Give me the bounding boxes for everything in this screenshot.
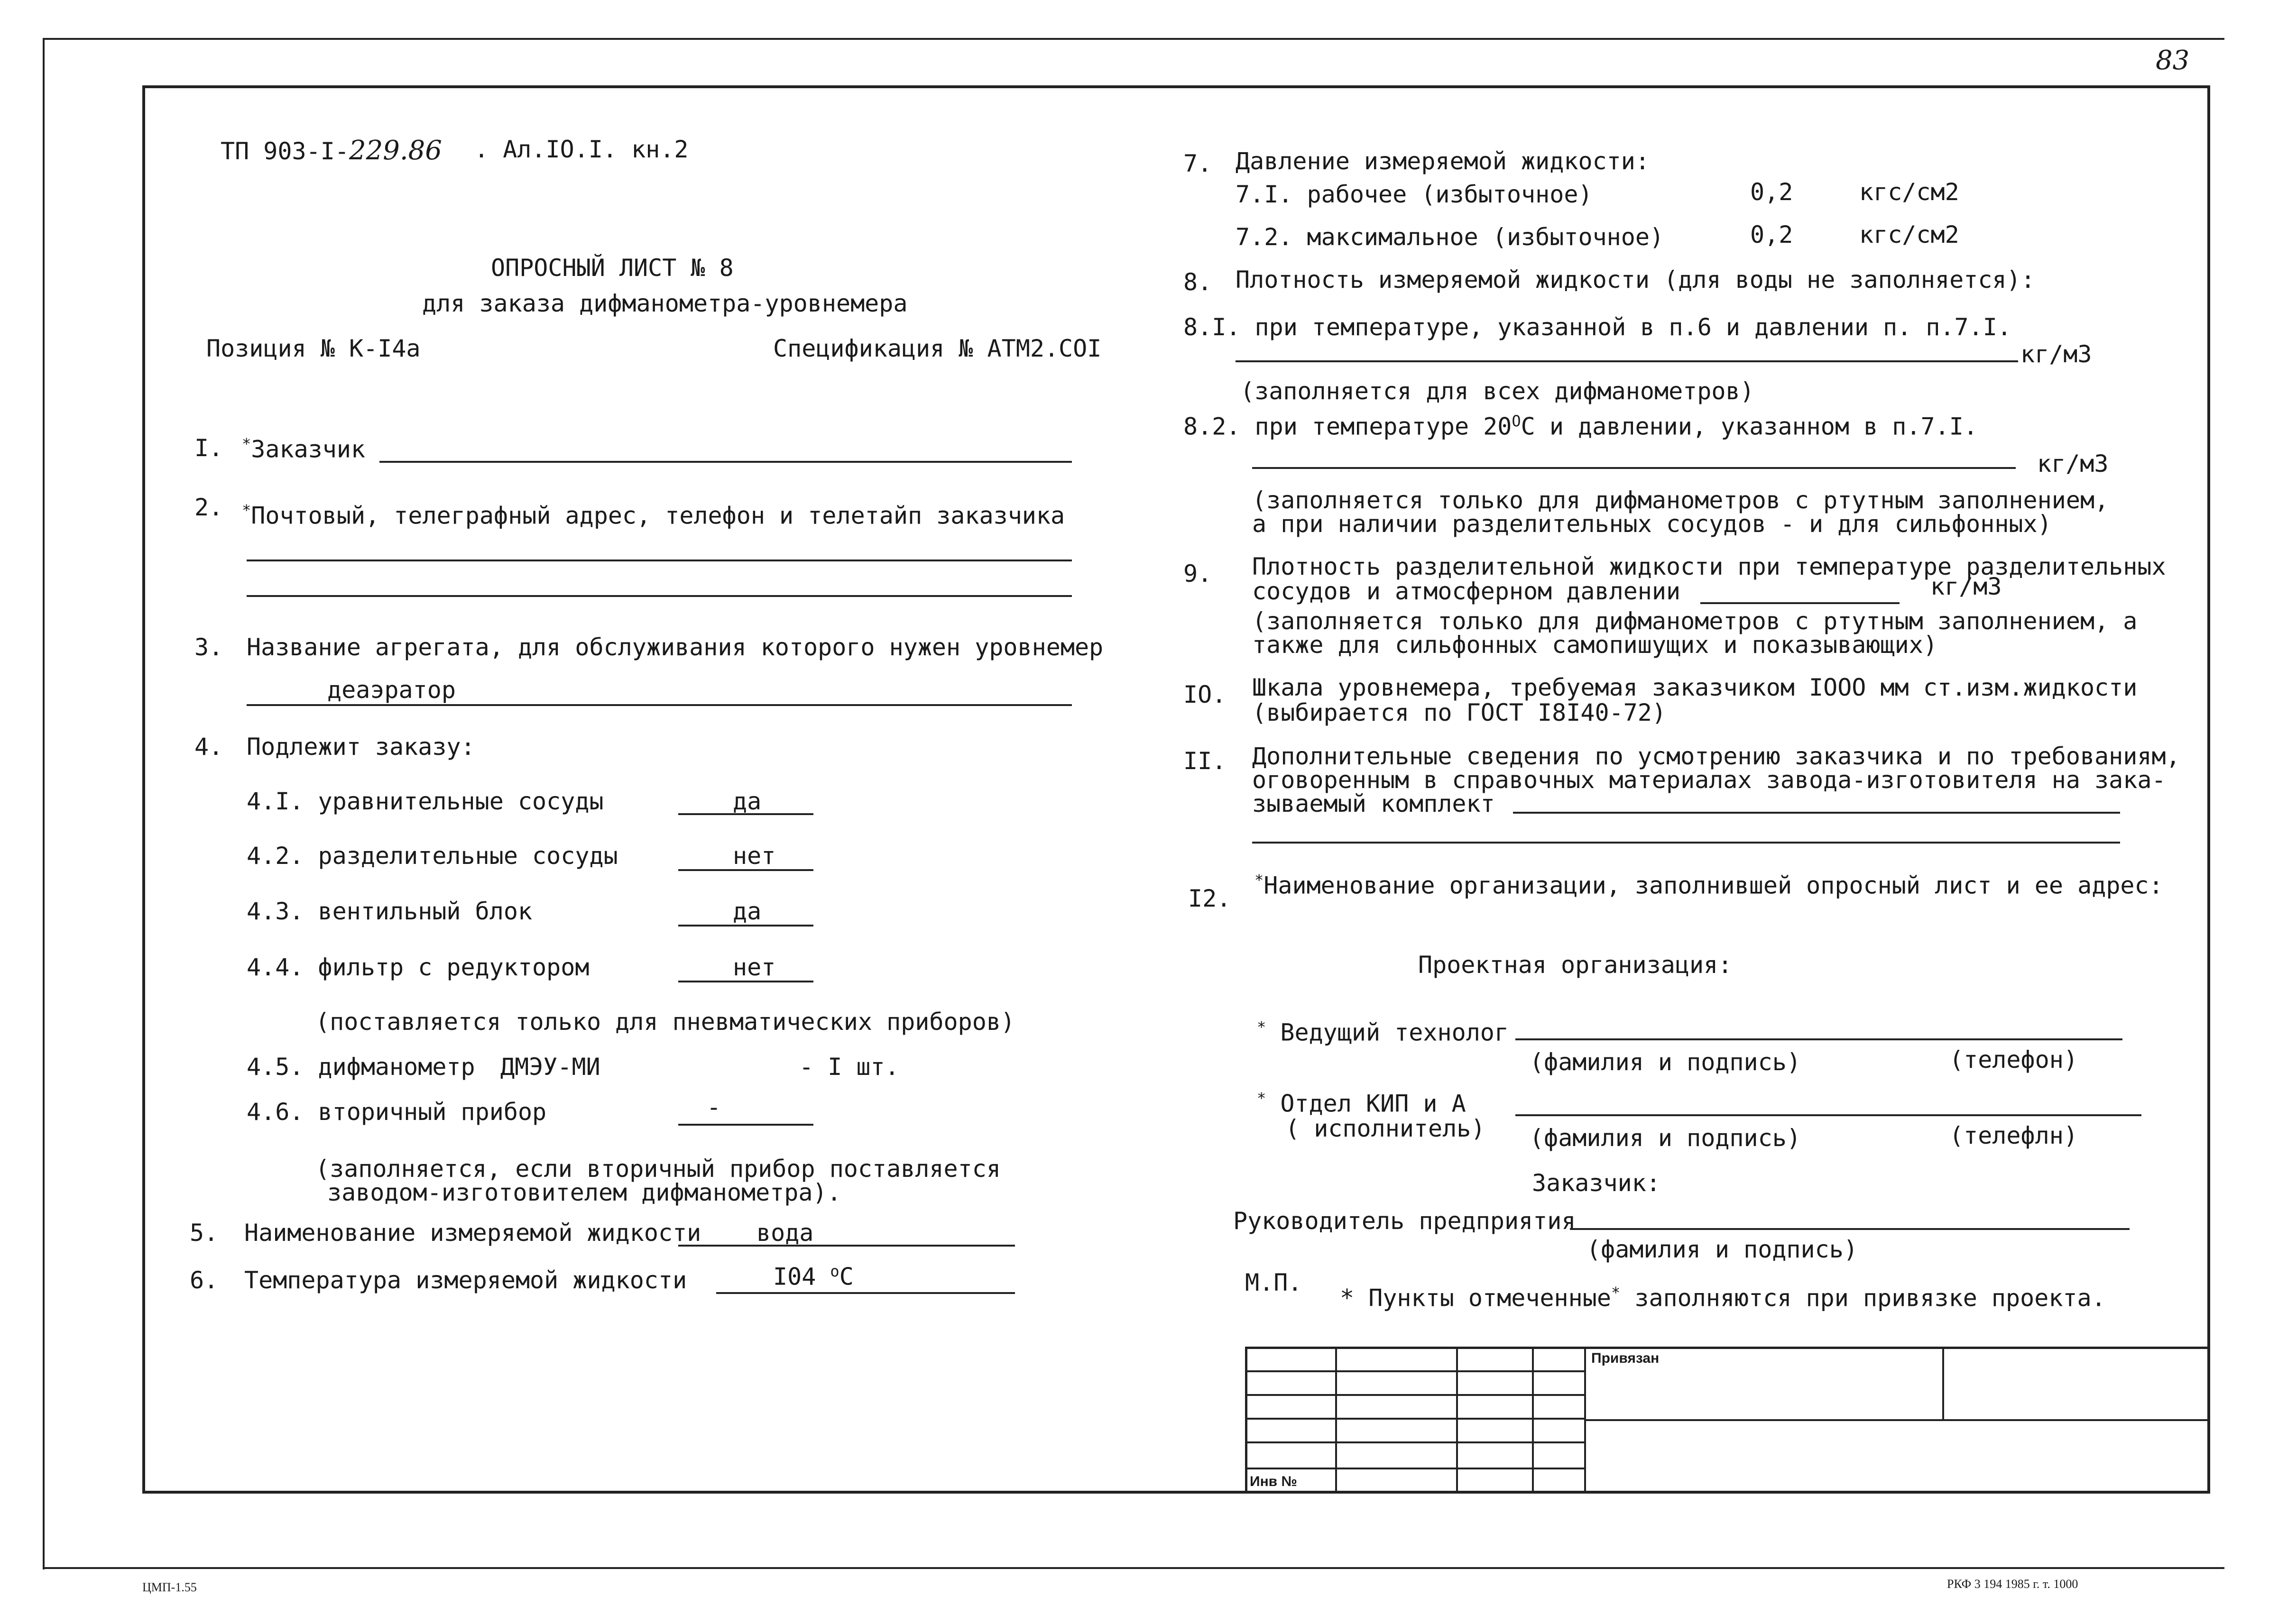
footnote — [1340, 1285, 2106, 1310]
q7-1-unit: кгс/см2 — [1859, 178, 1959, 206]
outer-frame-left — [43, 38, 45, 1569]
q5-number: 5. — [190, 1219, 219, 1247]
q11-line-3: зываемый комплект — [1252, 790, 1495, 817]
q6-number-value: I04 — [773, 1263, 816, 1291]
q10-line-1: Шкала уровнемера, требуемая заказчиком IOOO мм ст.изм.жидкости — [1252, 674, 2138, 701]
q6-value — [773, 1264, 854, 1289]
q8-2-note-1: (заполняется только для дифманометров с ртутным заполнением, — [1252, 486, 2109, 514]
stamp-row-4 — [1245, 1441, 1584, 1443]
director-label: Руководитель предприятия — [1233, 1207, 1576, 1235]
q5-line — [678, 1245, 1015, 1247]
q9-note-2: также для сильфонных самопишущих и показывающих) — [1252, 631, 1937, 659]
stamp-left — [1245, 1347, 1247, 1494]
q9-fill-line — [1700, 602, 1900, 604]
footnote-text-a: Пункты отмеченные — [1368, 1284, 1611, 1312]
footer-left: ЦМП-1.55 — [142, 1580, 197, 1594]
q8-2-line — [1252, 467, 2016, 469]
stamp-row-1 — [1245, 1370, 1584, 1372]
q11-fill-line-1 — [1513, 812, 2120, 814]
q12-label — [1254, 872, 2163, 898]
doc-suffix: . Ал.IO.I. кн.2 — [474, 136, 689, 163]
q5-value: вода — [756, 1219, 814, 1247]
lead-phone-caption: (телефон) — [1949, 1046, 2078, 1073]
degree-mark: о — [830, 1262, 839, 1280]
stamp-row-3 — [1245, 1418, 1584, 1420]
q7-1-value: 0,2 — [1750, 178, 1793, 206]
q4-4-label: 4.4. фильтр с редуктором — [247, 954, 590, 981]
kip-line — [1515, 1114, 2141, 1116]
q1-fill-line — [379, 461, 1072, 463]
footer-right: РКФ 3 194 1985 г. т. 1000 — [1947, 1577, 2078, 1591]
q2-label — [242, 503, 1065, 528]
q9-line-1: Плотность разделительной жидкости при температуре разделительных — [1252, 553, 2166, 580]
q4-1-line — [678, 813, 813, 815]
q3-number: 3. — [194, 633, 223, 661]
q3-value: деаэратор — [327, 676, 456, 704]
q7-2-unit: кгс/см2 — [1859, 221, 1959, 248]
stamp-col-1 — [1335, 1347, 1337, 1494]
stamp-place-mp: М.П. — [1245, 1269, 1302, 1296]
q5-text: Наименование измеряемой жидкости — [244, 1219, 701, 1247]
outer-frame-bottom — [43, 1567, 2224, 1569]
q4-5-qty: - I шт. — [799, 1053, 899, 1081]
stamp-row-2 — [1245, 1394, 1584, 1396]
q4-5-model: ДМЭУ-МИ — [500, 1053, 600, 1081]
q4-3-value: да — [733, 898, 762, 925]
q6-text: Температура измеряемой жидкости — [244, 1266, 687, 1294]
q4-2-label: 4.2. разделительные сосуды — [247, 842, 618, 870]
q10-line-2: (выбирается по ГОСТ I8I40-72) — [1252, 699, 1666, 726]
star-mark: * — [1257, 1018, 1266, 1036]
q8-number: 8. — [1183, 268, 1212, 296]
q4-6-note-1: (заполняется, если вторичный прибор поставляется — [315, 1155, 1001, 1183]
q8-1-note: (заполняется для всех дифманометров) — [1240, 377, 1754, 405]
star-mark: * — [242, 435, 251, 453]
q2-text: Почтовый, телеграфный адрес, телефон и телетайп заказчика — [251, 502, 1065, 530]
stamp-row-5 — [1245, 1468, 1584, 1469]
star-mark: * — [1611, 1284, 1621, 1302]
q4-3-label: 4.3. вентильный блок — [247, 898, 533, 925]
star-mark: * — [1257, 1089, 1266, 1107]
star-mark: * — [242, 501, 251, 519]
degree-mark: О — [1512, 412, 1521, 430]
q8-1-unit: кг/м3 — [2020, 340, 2092, 368]
q8-2-note-2: а при наличии разделительных сосудов - и для сильфонных) — [1252, 510, 2052, 538]
q2-fill-line-2 — [247, 595, 1072, 597]
q2-fill-line-1 — [247, 560, 1072, 561]
q8-1-label: 8.I. при температуре, указанной в п.6 и давлении п. п.7.I. — [1183, 313, 2011, 341]
q4-1-value: да — [733, 788, 762, 815]
q8-2-label-a: 8.2. при температуре 20 — [1183, 413, 1512, 440]
q4-6-line — [678, 1124, 813, 1126]
stamp-inv: Инв № — [1250, 1474, 1297, 1489]
q1-label — [242, 436, 365, 461]
q7-1-label: 7.I. рабочее (избыточное) — [1236, 181, 1593, 208]
q7-2-value: 0,2 — [1750, 221, 1793, 248]
position-label: Позиция № К-I4а — [206, 335, 421, 362]
q4-2-line — [678, 869, 813, 871]
q8-1-line — [1236, 360, 2018, 362]
kip-phone-caption: (телефлн) — [1949, 1122, 2078, 1149]
q9-number: 9. — [1183, 560, 1212, 587]
q1-number: I. — [194, 434, 223, 462]
lead-sign-caption: (фамилия и подпись) — [1530, 1048, 1801, 1076]
q8-text: Плотность измеряемой жидкости (для воды не заполняется): — [1236, 266, 2035, 294]
q1-text: Заказчик — [251, 435, 366, 463]
director-line — [1570, 1228, 2130, 1230]
q6-unit: С — [839, 1263, 854, 1291]
customer-title: Заказчик: — [1532, 1169, 1660, 1197]
q6-number: 6. — [190, 1266, 219, 1294]
q11-line-1: Дополнительные сведения по усмотрению заказчика и по требованиям, — [1252, 743, 2180, 770]
stamp-col-5 — [1942, 1347, 1944, 1420]
star-mark: * — [1254, 871, 1264, 889]
org-title: Проектная организация: — [1418, 951, 1733, 979]
q6-line — [716, 1292, 1015, 1294]
page-number: 83 — [2156, 45, 2190, 76]
q11-number: II. — [1183, 747, 1227, 775]
stamp-col-3 — [1532, 1347, 1534, 1494]
doc-number-handwritten: 229.86 — [349, 135, 442, 166]
spec-label: Спецификация № АТМ2.СОI — [773, 335, 1102, 362]
lead-label — [1257, 1019, 1509, 1045]
stamp-privyazan: Привязан — [1591, 1350, 1660, 1366]
q8-2-label — [1183, 413, 1978, 439]
form-subtitle: для заказа дифманометра-уровнемера — [422, 290, 908, 317]
lead-line — [1515, 1038, 2122, 1040]
q4-3-line — [678, 925, 813, 927]
doc-prefix: ТП 903-I- — [221, 138, 349, 165]
q11-line-2: оговоренным в справочных материалах завода-изготовителя на зака- — [1252, 766, 2166, 794]
q3-text: Название агрегата, для обслуживания которого нужен уровнемер — [247, 633, 1104, 661]
q12-number: I2. — [1188, 885, 1231, 912]
q4-2-value: нет — [733, 842, 776, 870]
q7-text: Давление измеряемой жидкости: — [1236, 147, 1650, 175]
q4-5-label: 4.5. дифманометр — [247, 1053, 475, 1081]
director-sign-caption: (фамилия и подпись) — [1586, 1236, 1858, 1263]
q10-number: IO. — [1183, 681, 1227, 708]
q4-4-value: нет — [733, 954, 776, 981]
kip-sign-caption: (фамилия и подпись) — [1530, 1124, 1801, 1152]
stamp-row-3-right — [1584, 1419, 2210, 1421]
q7-2-label: 7.2. максимальное (избыточное) — [1236, 223, 1664, 251]
q11-fill-line-2 — [1252, 842, 2120, 844]
q4-6-note-2: заводом-изготовителем дифманометра). — [327, 1179, 841, 1206]
q12-text: Наименование организации, заполнившей опросный лист и ее адрес: — [1264, 872, 2163, 899]
q8-2-unit: кг/м3 — [2037, 450, 2109, 477]
q4-4-line — [678, 981, 813, 982]
kip-text: Отдел КИП и А — [1280, 1090, 1466, 1118]
q3-fill-line — [247, 704, 1072, 706]
outer-frame-top — [43, 38, 2224, 40]
q4-note: (поставляется только для пневматических приборов) — [315, 1008, 1015, 1036]
kip-label-1 — [1257, 1091, 1466, 1116]
q4-1-label: 4.I. уравнительные сосуды — [247, 788, 604, 815]
q8-2-label-b: С и давлении, указанном в п.7.I. — [1521, 413, 1978, 440]
stamp-col-2 — [1456, 1347, 1458, 1494]
q2-number: 2. — [194, 494, 223, 521]
q9-line-2: сосудов и атмосферном давлении — [1252, 578, 1681, 605]
q4-6-label: 4.6. вторичный прибор — [247, 1098, 547, 1126]
stamp-top — [1245, 1347, 2210, 1349]
q4-number: 4. — [194, 733, 223, 761]
q9-note-1: (заполняется только для дифманометров с ртутным заполнением, а — [1252, 607, 2138, 635]
q4-6-value: - — [707, 1093, 721, 1121]
q4-text: Подлежит заказу: — [247, 733, 475, 761]
kip-label-2: ( исполнитель) — [1285, 1115, 1485, 1142]
q7-number: 7. — [1183, 150, 1212, 177]
footnote-text-b: заполняются при привязке проекта. — [1634, 1284, 2106, 1312]
q9-unit: кг/м3 — [1930, 573, 2002, 600]
lead-text: Ведущий технолог — [1280, 1018, 1509, 1046]
star-mark: * — [1340, 1284, 1355, 1312]
form-title: ОПРОСНЫЙ ЛИСТ № 8 — [491, 254, 734, 282]
doc-header — [221, 135, 442, 166]
